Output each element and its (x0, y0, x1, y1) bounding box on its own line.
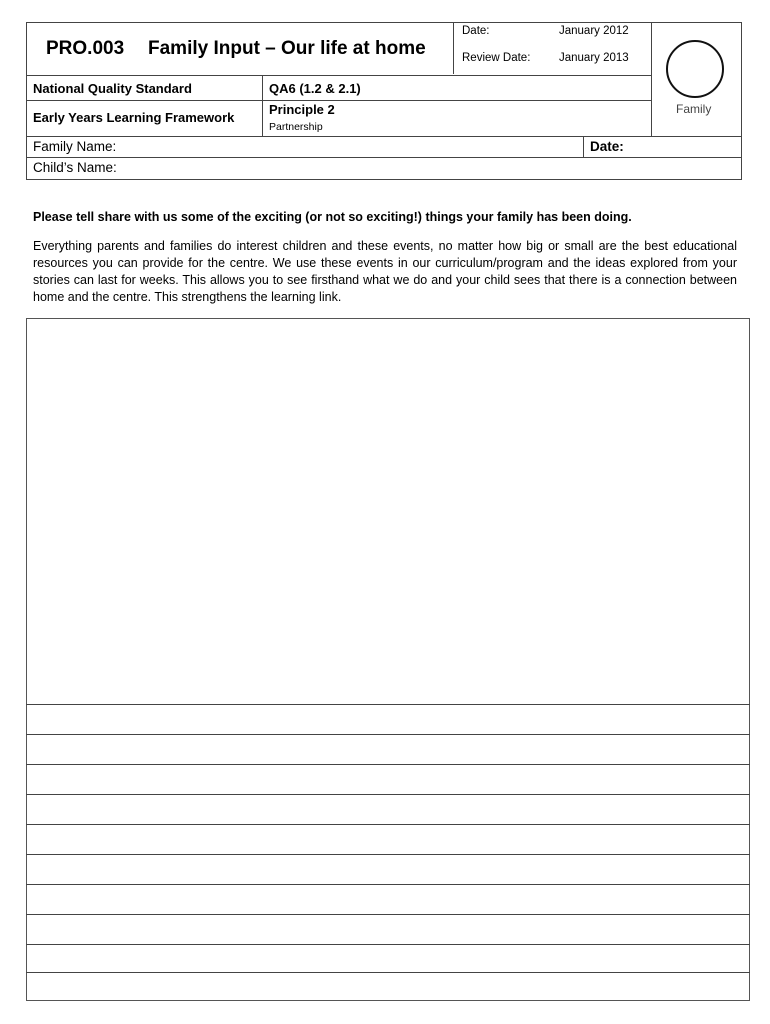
review-date-value: January 2013 (559, 52, 629, 64)
form-code: PRO.003 (46, 38, 125, 59)
standards-divider (262, 75, 263, 136)
nqs-label: National Quality Standard (33, 81, 192, 96)
writing-line (26, 794, 750, 795)
writing-line (26, 914, 750, 915)
prompt-text: Please tell share with us some of the exciting (or not so exciting!) things your family has been doing. (33, 210, 632, 224)
field-date-label: Date: (590, 139, 624, 154)
review-date-label: Review Date: (462, 52, 531, 64)
family-name-label: Family Name: (33, 139, 117, 154)
intro-paragraph: Everything parents and families do interest children and these events, no matter how big or small are the best educational resources you can provide for the centre. We use these events in our curriculum/program and the ideas explored from your stories can last for weeks. This allows you to see firsthand what we do and your child sees that there is a connection between home and the centre. This strengthens the learning link. (33, 239, 737, 304)
writing-line (26, 734, 750, 735)
title-date-divider (453, 22, 454, 74)
nqs-value: QA6 (1.2 & 2.1) (269, 81, 361, 96)
child-name-label: Child’s Name: (33, 160, 117, 175)
eylf-value: Principle 2 (269, 102, 335, 117)
writing-line (26, 764, 750, 765)
date-label: Date: (462, 25, 490, 37)
date-value: January 2012 (559, 25, 629, 37)
writing-line (26, 824, 750, 825)
family-name-field[interactable] (130, 137, 580, 156)
writing-line (26, 884, 750, 885)
story-writing-area[interactable] (26, 318, 750, 1001)
writing-line (26, 854, 750, 855)
eylf-label: Early Years Learning Framework (33, 110, 235, 125)
family-date-divider (583, 136, 584, 157)
page-title: Family Input – Our life at home (148, 38, 426, 59)
logo-caption: Family (676, 102, 712, 116)
date-field[interactable] (630, 137, 740, 156)
writing-line (26, 944, 750, 945)
child-name-field[interactable] (125, 158, 739, 178)
nqs-bottom-line (26, 100, 652, 101)
writing-line (26, 972, 750, 973)
eylf-sub: Partnership (269, 121, 323, 133)
title-bottom-line (26, 75, 652, 76)
family-logo-circle-icon (666, 40, 724, 98)
date-logo-divider (651, 22, 652, 136)
writing-line (26, 704, 750, 705)
